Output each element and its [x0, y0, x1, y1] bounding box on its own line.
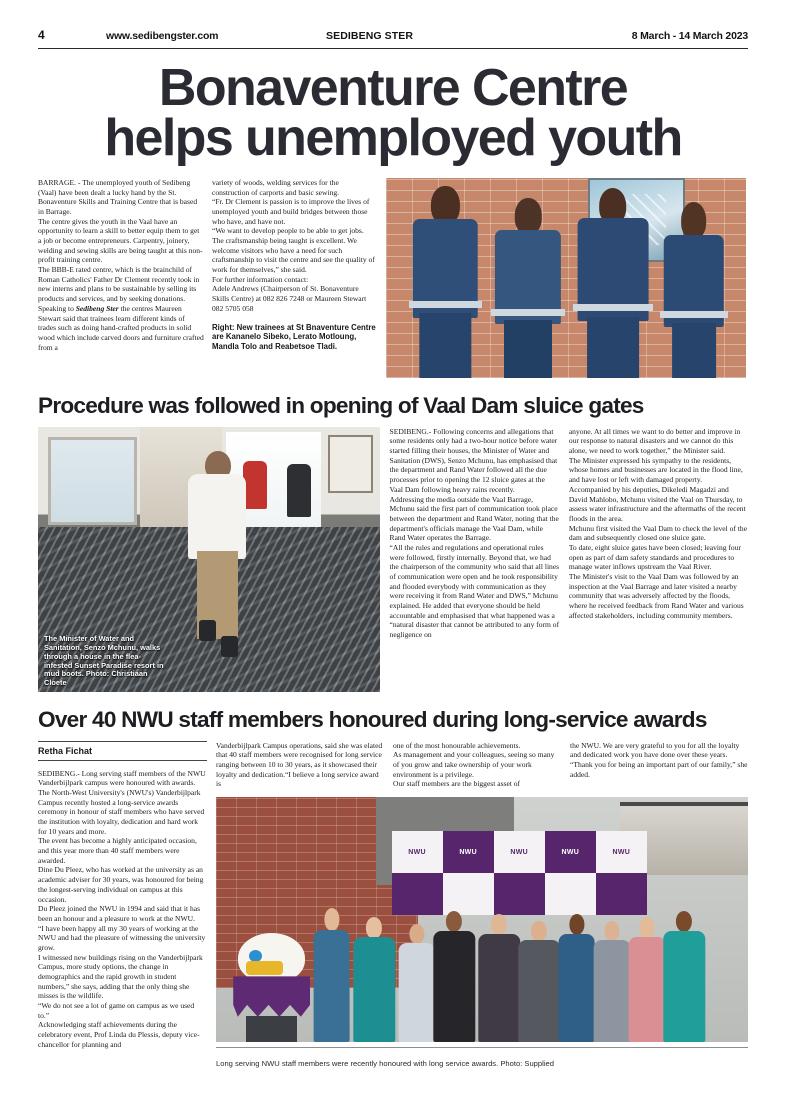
backdrop-logo-tile: NWU [596, 831, 647, 873]
paragraph: As management and your colleagues, seeing so many of you grow and take ownership of your work environment is a privilege. [393, 750, 555, 779]
paragraph: SEDIBENG.- Following concerns and allegations that some residents only had a two-hour notice before water started filling their houses, the Minister of Water and Sanitation (DWS), Senzo Mchunu, has emphasised that the department and Rand Water followed all the due processes prior to opening the 12 sluice gates at the Vaal Dam following heavy rains recently. [389, 426, 558, 494]
staff-member [662, 911, 707, 1042]
paragraph: The event has become a highly anticipated occasion, and this year more than 40 staff members were awarded. [38, 836, 197, 865]
lead-story-body [38, 178, 748, 378]
paragraph: anyone. At all times we want to do better and improve in our response to natural disasters and we cannot do this alone, we need to work together,” the Minister said. [568, 426, 741, 456]
story-two-column-1 [390, 427, 569, 692]
paragraph: Du Pleez joined the NWU in 1994 and said that it has been an honour and a pleasure to work at the NWU. [38, 904, 201, 923]
paragraph: the NWU. We are very grateful to you for all the loyalty and dedicated work you have done over these years. [570, 740, 740, 760]
byline: Retha Fichat [38, 741, 207, 761]
trainee-figure [656, 202, 732, 378]
backdrop-logo-tile: NWU [494, 831, 545, 873]
story-two-body [38, 427, 748, 692]
story-three-right-block [216, 741, 748, 1071]
eagle-mascot [232, 933, 312, 1042]
paragraph: BARRAGE. - The unemployed youth of Sedibeng (Vaal) have been dealt a lucky hand by the St. Bonaventure Skills and Training Centre that is based in Barrage. [38, 177, 198, 216]
paragraph: Dine Du Pleez, who has worked at the university as an academic adviser for 30 years, was honoured for being the longest-serving individual on campus at this occasion. [38, 865, 204, 904]
staff-group [227, 890, 727, 1042]
story-three-column-3 [393, 741, 570, 789]
story-two-column-2 [569, 427, 748, 692]
paragraph: “Thank you for being an important part of our family,” she added. [570, 759, 748, 779]
story-three-column-2 [216, 741, 393, 789]
lead-story-column-2 [212, 178, 386, 378]
paragraph: For further information contact: [212, 274, 309, 284]
paragraph: The craftsmanship being taught is excellent. We welcome visitors who have a need for such craftsmanship to visit the centre and see the quality of work for themselves,” she said. [212, 236, 375, 275]
paragraph: variety of woods, welding services for the construction of carports and basic sewing. [212, 177, 340, 197]
paragraph: The BBB-E rated centre, which is the brainchild of Roman Catholics' Father Dr Clement recently took in new interns and plans to be sustainable by selling its products and services, and by seeking donations. [38, 265, 200, 304]
headline-line-2: helps unemployed youth [104, 109, 682, 168]
trainee-figure [404, 186, 487, 378]
staff-member [592, 921, 632, 1043]
story-two-photo-overlay-caption: The Minister of Water and Sanitation, Senzo Mchunu, walks through a house in the flea-infested Sunset Paradise resort in mud boots. Photo: Christiaan Cloete [44, 634, 164, 687]
paragraph: SEDIBENG.- Long serving staff members of the NWU Vanderbijlpark campus were honoured with awards. The North-West University's (NWU's) Vanderbijlpark Campus recently hosted a long-service awards ceremony in honour of staff members who have served the institution with loyalty, dedication and hard work for 10 years and more. [38, 768, 206, 836]
person-in-dark-clothing [287, 464, 311, 517]
window-frame [48, 437, 137, 524]
staff-member [477, 914, 522, 1042]
mascot-legs [246, 1016, 297, 1042]
paragraph: The centre gives the youth in the Vaal have an opportunity to learn a skill to better equip them to get a job or become entrepreneurs. Carpentry, joinery, welding and sewing skills are being taught at this non-profit training centre. [38, 216, 203, 265]
masthead-website[interactable]: www.sedibengster.com [106, 30, 219, 42]
staff-member [432, 911, 477, 1042]
paragraph: “We do not see a lot of game on campus as we used to.” [38, 1001, 195, 1020]
staff-member [312, 908, 352, 1042]
minister-white-shirt [188, 474, 246, 559]
paragraph: Our staff members are the biggest asset of [393, 779, 521, 789]
mascot-beak [246, 961, 283, 975]
lead-story-headline [38, 59, 748, 168]
trainee-figure [487, 198, 570, 378]
paragraph: The Minister expressed his sympathy to the residents, whose homes and businesses are located in the flood line, and have lost or left with damaged property. [568, 455, 743, 485]
story-three-photo [216, 797, 748, 1042]
story-three-headline: Over 40 NWU staff members honoured during long-service awards [38, 706, 707, 732]
headline-line-1: Bonaventure Centre [158, 59, 628, 117]
backdrop-logo-tile: NWU [443, 831, 494, 873]
lead-story-photo [386, 178, 746, 378]
staff-member [627, 917, 667, 1042]
paragraph: one of the most honourable achievements. [393, 740, 521, 750]
masthead-publication-title: SEDIBENG STER [326, 30, 414, 42]
paragraph: “Fr. Dr Clement is passion is to improve the lives of unemployed youth and build bridges between those who have, and have not. [212, 197, 370, 226]
lead-story-photo-caption: Right: New trainees at St Bnaventure Centre are Kananelo Sibeko, Lerato Motloung, Mandla Tolo and Reabetsoe Tladi. [212, 322, 376, 352]
mascot-head [238, 933, 305, 983]
staff-member [397, 924, 437, 1042]
person-in-red-shirt [243, 461, 267, 509]
trainee-figure [570, 188, 656, 378]
masthead [38, 0, 748, 49]
story-two-headline: Procedure was followed in opening of Vaal Dam sluice gates [38, 392, 644, 418]
lead-story-column-1 [38, 178, 212, 378]
paragraph: “All the rules and regulations and operational rules were followed, firstly internally. Beyond that, we had the chairperson of the community who said that all lines of communication were open and he took responsibility and flooded everybody with communication as they were receiving it from Rand Water and DWS,” Mchunu explained. He added that everyone should be held accountable and emphasised that what happened was a “natural disaster that cannot be attributed to any form of negligence on [389, 542, 560, 640]
story-three-column-1 [38, 741, 216, 1071]
paragraph: Adele Andrews (Chairperson of St. Bonaventure Skills Centre) at 082 826 7248 or Maureen Stewart 082 5705 058 [212, 284, 367, 313]
paragraph: Vanderbijlpark Campus operations, said she was elated that 40 staff members were recognised for long service ranging between 10 to 30 years, as it showcased their loyalty and dedication.“I believe a long service award is [216, 740, 383, 789]
staff-member [352, 917, 397, 1042]
paragraph: Addressing the media outside the Vaal Barrage, Mchunu said the first part of communication took place between the department and Rand Water, noting that the department's officials manage the Vaal Dam, while Rand Water operates the Barrage. [389, 494, 559, 543]
story-two-photo [38, 427, 380, 692]
wall-notice-board [328, 435, 372, 493]
paragraph: “We want to develop people to be able to get jobs. [212, 226, 364, 236]
backdrop-logo-tile: NWU [545, 831, 596, 873]
paragraph: I witnessed new buildings rising on the Vanderbijlpark Campus, more study options, the change in demographics and the rapid growth in student numbers,” she says, adding that the only thing she misses is the wildlife. [38, 952, 203, 1001]
mud-boot [221, 636, 238, 657]
story-three-body [38, 741, 748, 1071]
masthead-date-range: 8 March - 14 March 2023 [631, 30, 748, 42]
story-three-column-4 [570, 741, 748, 789]
paragraph: Accompanied by his deputies, Dikeledi Magadzi and David Mahlobo, Mchunu visited the Vaal on Thursday, to assess water infrastructure and the aftermaths of the recent floods in the area. [568, 484, 746, 523]
paragraph: The Minister's visit to the Vaal Dam was followed by an inspection at the Vaal Barrage and later visited a nearby community that was adversely affected by the floods, where he received feedback from Rand Water and various affected stakeholders, including community members. [568, 572, 744, 620]
staff-member [517, 921, 562, 1043]
paragraph: Acknowledging staff achievements during the celebratory event, Prof Linda du Plessis, deputy vice-chancellor for planning and [38, 1020, 200, 1049]
paragraph: Mchunu first visited the Vaal Dam to check the level of the dam and subsequently closed one sluice gate. [568, 523, 748, 543]
paragraph: To date, eight sluice gates have been closed; leaving four open as part of dam safety standards and procedures to manage water inflows upstream the Vaal River. [568, 542, 741, 572]
paragraph: “I have been happy all my 30 years of working at the NWU and had the pleasure of witnessing the university grow. [38, 923, 206, 952]
paragraph: Speaking to Sedibeng Ster the centres Maureen Stewart said that trainees learn different kinds of trades such as doing hand-crafted products in solid wood which include carved doors and furniture crafted from a [38, 303, 204, 352]
mud-boot [199, 620, 216, 641]
staff-member [557, 914, 597, 1042]
story-three-photo-caption: Long serving NWU staff members were recently honoured with long service awards. Photo: Supplied [216, 1059, 554, 1068]
backdrop-logo-tile: NWU [392, 831, 443, 873]
story-three-upper-columns [216, 741, 748, 789]
story-three-caption-rule [216, 1047, 748, 1071]
page-folio-number: 4 [38, 28, 45, 42]
